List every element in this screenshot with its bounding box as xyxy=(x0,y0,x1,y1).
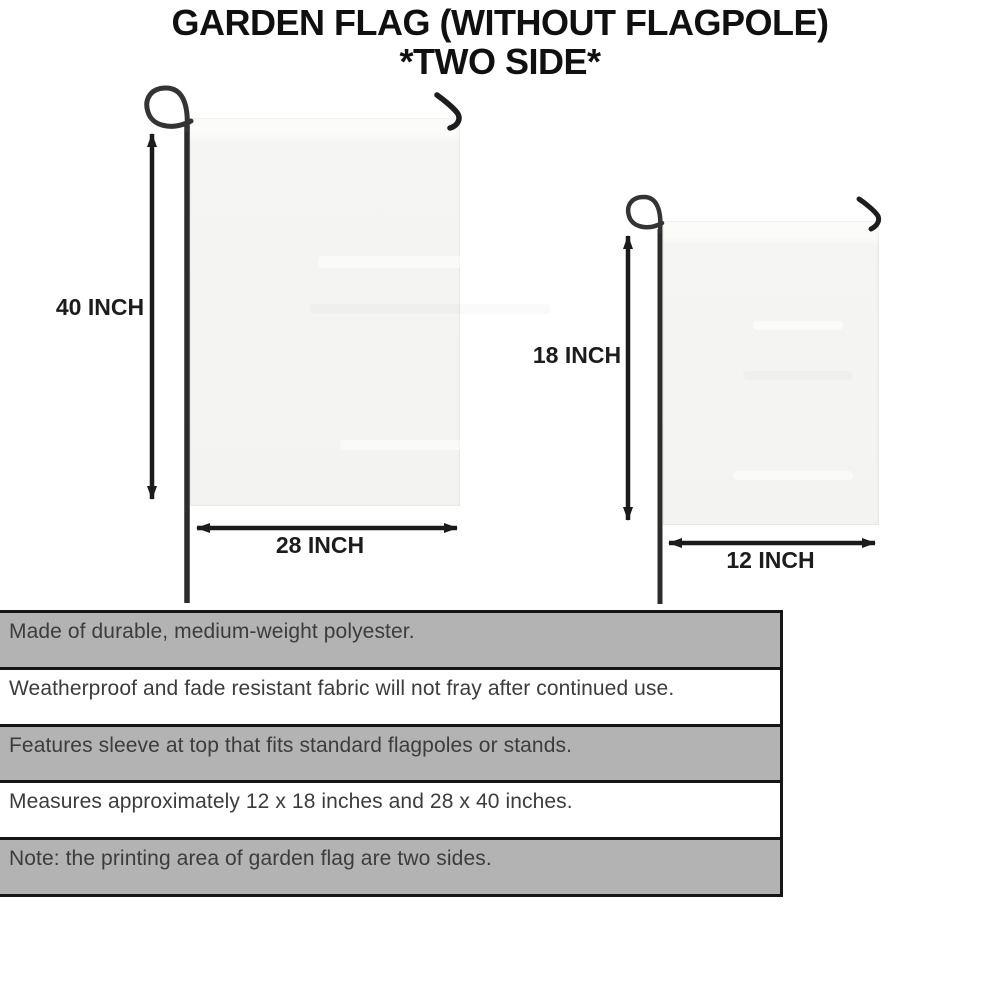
small-flag-height-label: 18 INCH xyxy=(532,342,622,368)
page-title-line2: *TWO SIDE* xyxy=(399,41,601,82)
feature-row-text: Features sleeve at top that fits standard flagpoles or stands. xyxy=(9,733,573,757)
feature-row-text: Weatherproof and fade resistant fabric will not fray after continued use. xyxy=(9,676,675,700)
large-flag-height-label: 40 INCH xyxy=(55,294,145,320)
feature-row xyxy=(0,613,780,667)
feature-row xyxy=(0,724,780,781)
large-flag-hook-icon xyxy=(437,95,459,128)
feature-row-text: Made of durable, medium-weight polyester. xyxy=(9,620,415,643)
small-flag-width-label: 12 INCH xyxy=(726,547,815,573)
small-flag-hook-icon xyxy=(859,199,879,229)
large-flag-width-label: 28 INCH xyxy=(275,532,365,558)
feature-row-text: Note: the printing area of garden flag are two sides. xyxy=(9,847,492,871)
feature-table xyxy=(0,610,783,897)
feature-row-text: Measures approximately 12 x 18 inches and 28 x 40 inches. xyxy=(9,790,573,814)
small-pole-loop-icon xyxy=(628,197,662,231)
page-title-line1: GARDEN FLAG (WITHOUT FLAGPOLE) xyxy=(171,2,829,43)
feature-row xyxy=(0,837,780,894)
large-pole-loop-icon xyxy=(147,88,191,130)
feature-row xyxy=(0,667,780,724)
feature-row xyxy=(0,780,780,837)
